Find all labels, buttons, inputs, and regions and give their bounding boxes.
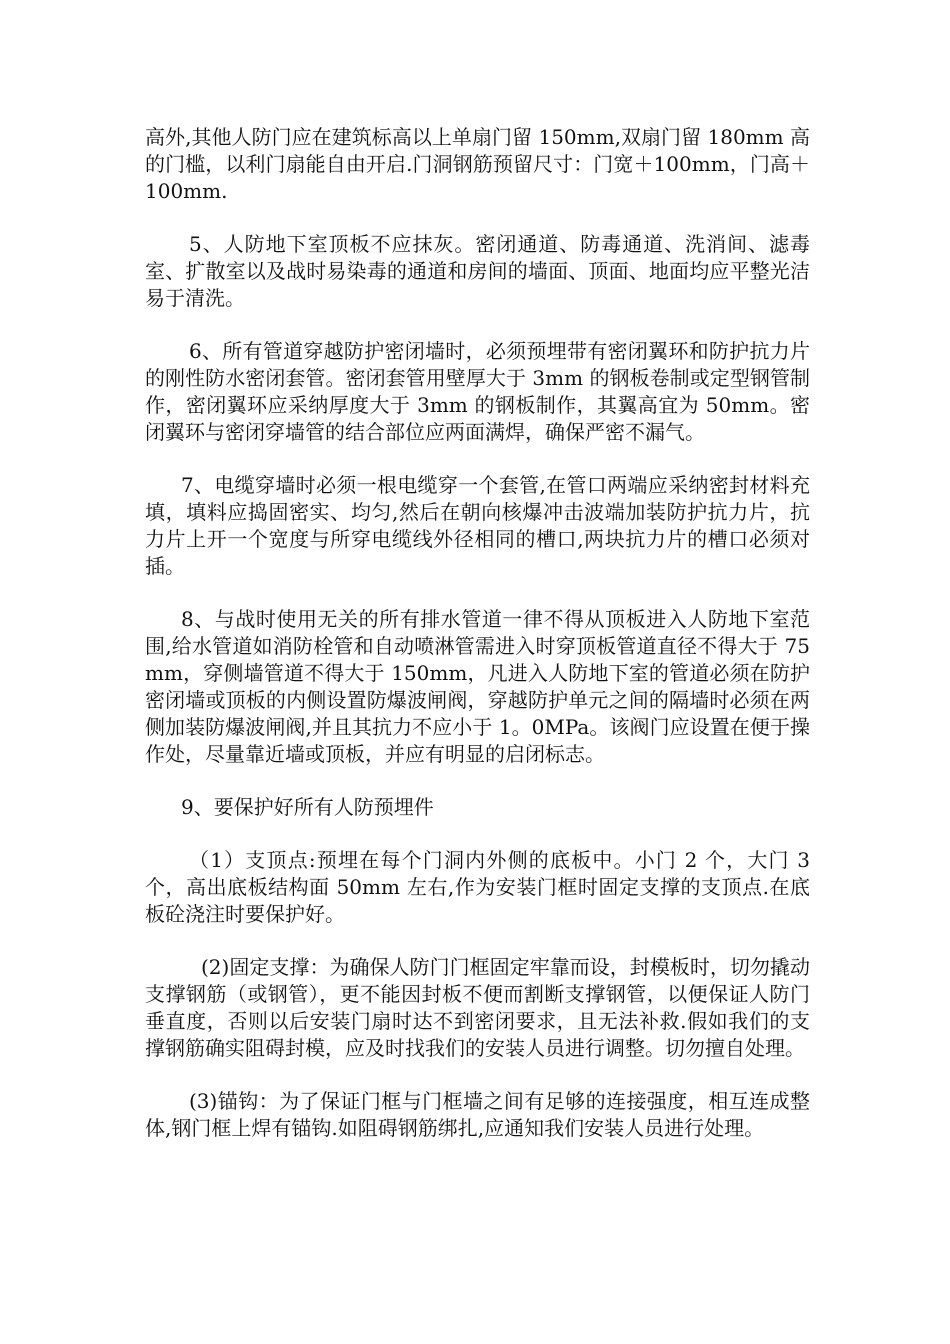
paragraph-item-6: 6、所有管道穿越防护密闭墙时，必须预埋带有密闭翼环和防护抗力片的刚性防水密闭套管。密闭套管用壁厚大于 3mm 的钢板卷制或定型钢管制作，密闭翼环应采纳厚度大于 3mm 的钢板制作，其翼高宜为 50mm。密闭翼环与密闭穿墙管的结合部位应两面满焊，确保严密不漏气。 — [145, 339, 810, 444]
paragraph-item-9: 9、要保护好所有人防预埋件 — [181, 795, 434, 819]
paragraph-sub-3: (3)锚钩：为了保证门框与门框墙之间有足够的连接强度，相互连成整体,钢门框上焊有锚钩.如阻碍钢筋绑扎,应通知我们安装人员进行处理。 — [145, 1089, 810, 1140]
paragraph-item-7: 7、电缆穿墙时必须一根电缆穿一个套管,在管口两端应采纳密封材料充填，填料应捣固密实、均匀,然后在朝向核爆冲击波端加装防护抗力片，抗力片上开一个宽度与所穿电缆线外径相同的槽口,两块抗力片的槽口必须对插。 — [145, 473, 810, 578]
paragraph-door-sill: 高外,其他人防门应在建筑标高以上单扇门留 150mm,双扇门留 180mm 高的门槛，以利门扇能自由开启.门洞钢筋预留尺寸：门宽＋100mm，门高＋100mm. — [145, 125, 810, 203]
document-body — [145, 124, 810, 1168]
paragraph-item-8: 8、与战时使用无关的所有排水管道一律不得从顶板进入人防地下室范围,给水管道如消防栓管和自动喷淋管需进入时穿顶板管道直径不得大于 75mm，穿侧墙管道不得大于 150mm，凡进入人防地下室的管道必须在防护密闭墙或顶板的内侧设置防爆波闸阀，穿越防护单元之间的隔墙时必须在两侧加装防爆波闸阀,并且其抗力不应小于 1。0MPa。该阀门应设置在便于操作处，尽量靠近墙或顶板，并应有明显的启闭标志。 — [145, 607, 810, 766]
paragraph-sub-2: (2)固定支撑：为确保人防门门框固定牢靠而设，封模板时，切勿撬动支撑钢筋（或钢管），更不能因封板不便而割断支撑钢管，以便保证人防门垂直度，否则以后安装门扇时达不到密闭要求，且无法补救.假如我们的支撑钢筋确实阻碍封模，应及时找我们的安装人员进行调整。切勿擅自处理。 — [145, 955, 810, 1060]
paragraph-sub-1: （1）支顶点:预埋在每个门洞内外侧的底板中。小门 2 个，大门 3 个，高出底板结构面 50mm 左右,作为安装门框时固定支撑的支顶点.在底板砼浇注时要保护好。 — [145, 848, 810, 926]
paragraph-item-5: 5、人防地下室顶板不应抹灰。密闭通道、防毒通道、洗消间、滤毒室、扩散室以及战时易染毒的通道和房间的墙面、顶面、地面均应平整光洁易于清洗。 — [145, 232, 810, 310]
